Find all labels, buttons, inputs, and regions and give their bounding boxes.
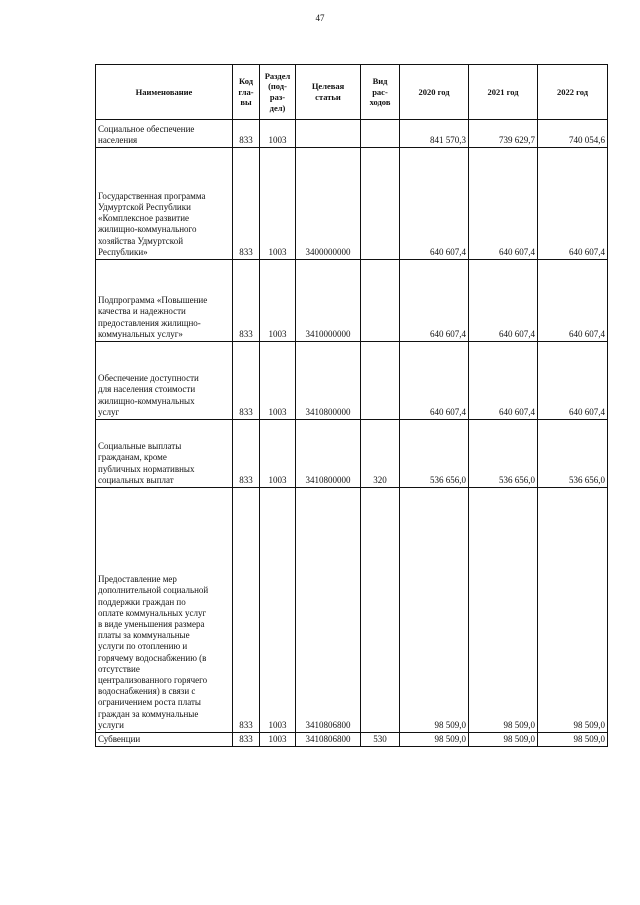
row-section: 1003 bbox=[260, 260, 296, 342]
row-name-line: Субвенции bbox=[98, 734, 141, 744]
row-name bbox=[96, 260, 233, 342]
row-code: 833 bbox=[233, 120, 260, 148]
header-2021: 2021 год bbox=[469, 65, 538, 120]
row-name-line: «Комплексное развитие bbox=[98, 213, 190, 224]
row-name bbox=[96, 733, 233, 747]
row-2021: 640 607,4 bbox=[469, 148, 538, 260]
table-row bbox=[96, 733, 608, 747]
row-section: 1003 bbox=[260, 342, 296, 420]
row-name-line: хозяйства Удмуртской bbox=[98, 235, 184, 246]
row-name-line: Социальное обеспечение bbox=[98, 123, 195, 134]
row-name-line: ограничением роста платы bbox=[98, 697, 201, 708]
row-target: 3410800000 bbox=[296, 420, 361, 488]
row-name-line: услуг bbox=[98, 406, 120, 417]
row-name bbox=[96, 148, 233, 260]
row-2021: 739 629,7 bbox=[469, 120, 538, 148]
table-row bbox=[96, 488, 608, 733]
row-name-line: предоставления жилищно- bbox=[98, 317, 201, 328]
row-section: 1003 bbox=[260, 733, 296, 747]
row-name-line: для населения стоимости bbox=[98, 384, 196, 395]
row-name-line: отсутствие bbox=[98, 663, 140, 674]
row-name-line: Предоставление мер bbox=[98, 574, 177, 585]
row-name-line: Подпрограмма «Повышение bbox=[98, 295, 208, 306]
row-name-line: дополнительной социальной bbox=[98, 585, 209, 596]
table-row bbox=[96, 260, 608, 342]
row-target: 3400000000 bbox=[296, 148, 361, 260]
row-2020: 640 607,4 bbox=[400, 148, 469, 260]
row-name-line: публичных нормативных bbox=[98, 463, 195, 474]
row-2021: 98 509,0 bbox=[469, 488, 538, 733]
row-2021: 640 607,4 bbox=[469, 260, 538, 342]
row-name-line: централизованного горячего bbox=[98, 674, 208, 685]
row-2020: 841 570,3 bbox=[400, 120, 469, 148]
row-name bbox=[96, 120, 233, 148]
row-name-line: населения bbox=[98, 134, 138, 145]
row-target bbox=[296, 120, 361, 148]
row-2020: 98 509,0 bbox=[400, 488, 469, 733]
row-name-line: жилищно-коммунального bbox=[98, 224, 197, 235]
row-name bbox=[96, 342, 233, 420]
row-target: 3410806800 bbox=[296, 488, 361, 733]
row-name bbox=[96, 420, 233, 488]
row-type bbox=[361, 148, 400, 260]
row-section: 1003 bbox=[260, 120, 296, 148]
table-row bbox=[96, 342, 608, 420]
header-name: Наименование bbox=[96, 65, 233, 120]
row-code: 833 bbox=[233, 420, 260, 488]
table-body bbox=[96, 120, 608, 747]
row-name-line: Социальные выплаты bbox=[98, 441, 182, 452]
row-name-line: Республики» bbox=[98, 246, 148, 257]
row-code: 833 bbox=[233, 148, 260, 260]
header-section: Раздел (под- раз- дел) bbox=[260, 65, 296, 120]
row-2022: 536 656,0 bbox=[538, 420, 608, 488]
row-target: 3410800000 bbox=[296, 342, 361, 420]
header-code: Код гла- вы bbox=[233, 65, 260, 120]
row-2022: 640 607,4 bbox=[538, 342, 608, 420]
row-2022: 640 607,4 bbox=[538, 260, 608, 342]
row-target: 3410000000 bbox=[296, 260, 361, 342]
row-section: 1003 bbox=[260, 488, 296, 733]
row-type bbox=[361, 342, 400, 420]
row-2020: 640 607,4 bbox=[400, 260, 469, 342]
row-2020: 98 509,0 bbox=[400, 733, 469, 747]
row-2020: 536 656,0 bbox=[400, 420, 469, 488]
row-type: 530 bbox=[361, 733, 400, 747]
row-section: 1003 bbox=[260, 148, 296, 260]
row-name-line: платы за коммунальные bbox=[98, 630, 190, 641]
row-name-line: услуги по отоплению и bbox=[98, 641, 188, 652]
row-2022: 98 509,0 bbox=[538, 733, 608, 747]
budget-table bbox=[95, 64, 608, 747]
row-name-line: коммунальных услуг» bbox=[98, 328, 183, 339]
row-code: 833 bbox=[233, 342, 260, 420]
row-name bbox=[96, 488, 233, 733]
row-name-line: Обеспечение доступности bbox=[98, 373, 199, 384]
row-name-line: поддержки граждан по bbox=[98, 596, 186, 607]
row-2022: 740 054,6 bbox=[538, 120, 608, 148]
row-name-line: Удмуртской Республики bbox=[98, 201, 191, 212]
row-section: 1003 bbox=[260, 420, 296, 488]
row-code: 833 bbox=[233, 733, 260, 747]
header-2020: 2020 год bbox=[400, 65, 469, 120]
header-2022: 2022 год bbox=[538, 65, 608, 120]
row-type bbox=[361, 120, 400, 148]
row-type bbox=[361, 260, 400, 342]
row-name-line: оплате коммунальных услуг bbox=[98, 607, 207, 618]
row-type: 320 bbox=[361, 420, 400, 488]
row-code: 833 bbox=[233, 488, 260, 733]
row-target: 3410806800 bbox=[296, 733, 361, 747]
row-name-line: качества и надежности bbox=[98, 306, 186, 317]
row-name-line: социальных выплат bbox=[98, 474, 174, 485]
row-2021: 640 607,4 bbox=[469, 342, 538, 420]
header-target: Целевая статьи bbox=[296, 65, 361, 120]
page-number: 47 bbox=[315, 13, 325, 23]
row-2020: 640 607,4 bbox=[400, 342, 469, 420]
table-row bbox=[96, 148, 608, 260]
table-row bbox=[96, 120, 608, 148]
row-name-line: Государственная программа bbox=[98, 190, 206, 201]
row-code: 833 bbox=[233, 260, 260, 342]
row-name-line: горячему водоснабжению (в bbox=[98, 652, 207, 663]
row-name-line: гражданам, кроме bbox=[98, 452, 167, 463]
row-2022: 640 607,4 bbox=[538, 148, 608, 260]
header-type: Вид рас- ходов bbox=[361, 65, 400, 120]
row-name-line: жилищно-коммунальных bbox=[98, 395, 195, 406]
row-type bbox=[361, 488, 400, 733]
row-name-line: водоснабжения) в связи с bbox=[98, 686, 196, 697]
table-row bbox=[96, 420, 608, 488]
row-name-line: в виде уменьшения размера bbox=[98, 618, 205, 629]
row-name-line: услуги bbox=[98, 719, 124, 730]
row-2021: 98 509,0 bbox=[469, 733, 538, 747]
header-row bbox=[96, 65, 608, 120]
row-2022: 98 509,0 bbox=[538, 488, 608, 733]
row-2021: 536 656,0 bbox=[469, 420, 538, 488]
row-name-line: граждан за коммунальные bbox=[98, 708, 199, 719]
